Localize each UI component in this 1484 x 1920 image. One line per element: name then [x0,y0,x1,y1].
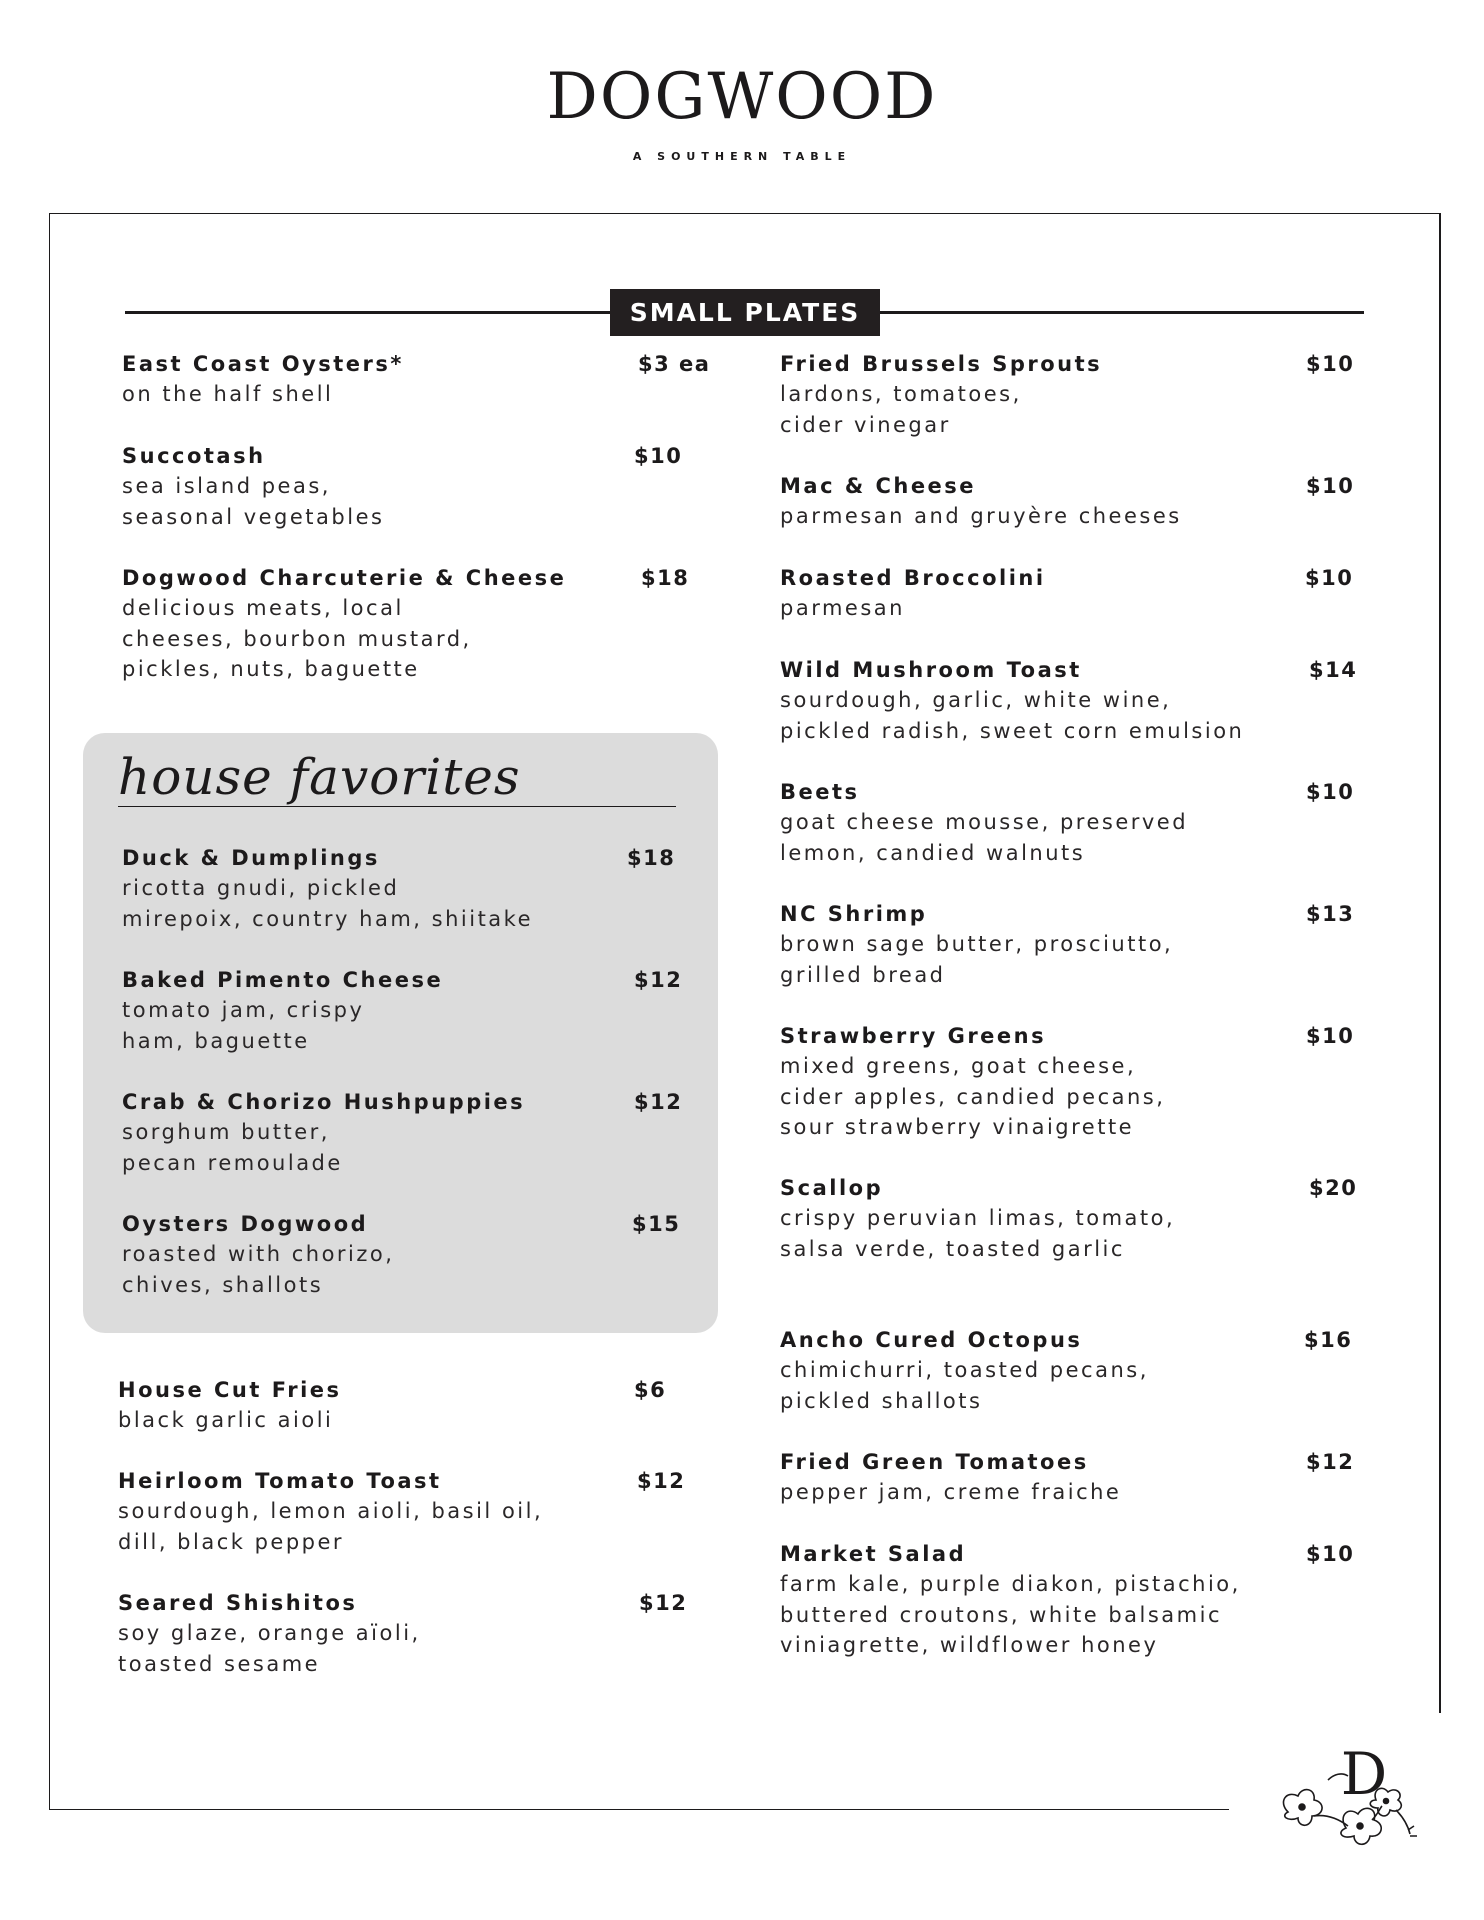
dogwood-flower-logo-icon [1268,1750,1438,1890]
menu-item-price: $10 [1306,1024,1355,1048]
restaurant-tagline: A SOUTHERN TABLE [632,150,852,163]
menu-item-price: $10 [1306,352,1355,376]
menu-item-description [122,995,364,1056]
menu-item-description [780,807,1188,868]
menu-item-name: Succotash [122,444,266,468]
menu-item-description-line: pickles, nuts, baguette [122,657,420,681]
menu-item-name: Roasted Broccolini [780,566,1046,590]
section-rule-right [880,311,1364,314]
menu-item-price: $10 [1306,474,1355,498]
menu-item-description-line: cider apples, candied pecans, [780,1084,1166,1109]
menu-item-description [780,1569,1241,1661]
menu-item-name: Crab & Chorizo Hushpuppies [122,1090,526,1114]
menu-item-price: $12 [634,1090,683,1114]
menu-item-description-line: lardons, tomatoes, [780,382,1022,406]
menu-item-description [780,1051,1165,1143]
menu-item-description [780,1355,1149,1416]
menu-item-price: $10 [1306,780,1355,804]
menu-item-description [780,501,1182,532]
menu-item-description-line: lemon, candied walnuts [780,840,1086,865]
menu-item-price: $12 [1306,1450,1355,1474]
menu-item-name: Scallop [780,1176,884,1200]
menu-item-description-line: sorghum butter, [122,1120,330,1144]
menu-item-description [780,1477,1121,1508]
menu-item-price: $3 ea [638,352,711,376]
menu-item-description-line: cheeses, bourbon mustard, [122,626,472,651]
menu-item-description-line: chives, shallots [122,1272,324,1297]
menu-item-description [780,685,1244,746]
menu-item-price: $16 [1304,1328,1353,1352]
menu-item-price: $10 [1306,1542,1355,1566]
menu-item-price: $18 [641,566,690,590]
menu-item-description-line: sea island peas, [122,474,331,498]
menu-item-price: $10 [1305,566,1354,590]
menu-item-description [118,1405,333,1436]
menu-item-name: Mac & Cheese [780,474,977,498]
menu-item-description-line: pickled shallots [780,1388,983,1413]
menu-item-name: Oysters Dogwood [122,1212,369,1236]
menu-item-description-line: pickled radish, sweet corn emulsion [780,718,1245,743]
menu-item-description-line: black garlic aioli [118,1408,334,1432]
menu-item-description-line: pepper jam, creme fraiche [780,1480,1122,1504]
menu-item-description [780,593,905,624]
menu-item-description-line: mirepoix, country ham, shiitake [122,906,533,931]
menu-item-price: $12 [637,1469,686,1493]
menu-item-description [122,1117,343,1178]
house-favorites-title: house favorites [118,748,521,806]
menu-item-name: Dogwood Charcuterie & Cheese [122,566,567,590]
house-favorites-underline [118,806,676,807]
menu-item-description [118,1496,543,1557]
frame-border-right [1439,213,1441,1713]
menu-item-description-line: sourdough, garlic, white wine, [780,688,1172,712]
menu-item-price: $14 [1309,658,1358,682]
menu-item-description [122,1239,394,1300]
menu-item-description [122,593,472,685]
menu-item-description-line: roasted with chorizo, [122,1242,395,1266]
menu-item-description-line: pecan remoulade [122,1150,343,1175]
menu-item-description-line: goat cheese mousse, preserved [780,810,1189,834]
menu-item-description-line: sourdough, lemon aioli, basil oil, [118,1499,544,1523]
restaurant-name: DOGWOOD [546,60,938,134]
menu-item-description-line: dill, black pepper [118,1529,345,1554]
menu-item-description [122,471,384,532]
menu-item-description [122,873,533,934]
menu-item-description-line: farm kale, purple diakon, pistachio, [780,1572,1241,1596]
menu-item-price: $12 [639,1591,688,1615]
frame-border-bottom [49,1809,1229,1810]
menu-item-name: NC Shrimp [780,902,928,926]
menu-item-price: $20 [1309,1176,1358,1200]
menu-item-name: Duck & Dumplings [122,846,380,870]
menu-item-description-line: ham, baguette [122,1028,310,1053]
menu-item-description-line: parmesan and gruyère cheeses [780,504,1182,528]
menu-item-description-line: soy glaze, orange aïoli, [118,1621,421,1645]
section-rule-left [125,311,610,314]
menu-item-description [118,1618,421,1679]
menu-item-description-line: tomato jam, crispy [122,998,365,1022]
menu-item-price: $18 [627,846,676,870]
logo-letter: D [1340,1750,1388,1808]
menu-item-price: $13 [1306,902,1355,926]
menu-item-price: $15 [632,1212,681,1236]
menu-item-description-line: chimichurri, toasted pecans, [780,1358,1149,1382]
menu-item-price: $6 [634,1378,667,1402]
menu-item-description [780,929,1173,990]
menu-item-name: Seared Shishitos [118,1591,358,1615]
menu-item-description [780,379,1022,440]
menu-item-description-line: sour strawberry vinaigrette [780,1115,1135,1139]
menu-item-description [780,1203,1175,1264]
menu-item-name: Ancho Cured Octopus [780,1328,1083,1352]
menu-item-description-line: grilled bread [780,962,946,987]
menu-item-name: Baked Pimento Cheese [122,968,444,992]
menu-item-name: House Cut Fries [118,1378,342,1402]
section-title: SMALL PLATES [610,289,880,336]
menu-item-description-line: parmesan [780,596,905,620]
menu-item-description-line: delicious meats, local [122,596,404,620]
menu-item-description-line: viniagrette, wildflower honey [780,1633,1159,1657]
menu-item-description-line: toasted sesame [118,1651,321,1676]
menu-item-description-line: buttered croutons, white balsamic [780,1602,1223,1627]
menu-item-name: Fried Brussels Sprouts [780,352,1103,376]
menu-item-price: $10 [634,444,683,468]
menu-item-price: $12 [634,968,683,992]
menu-item-description-line: crispy peruvian limas, tomato, [780,1206,1176,1230]
menu-item-description-line: ricotta gnudi, pickled [122,876,400,900]
menu-item-name: Market Salad [780,1542,967,1566]
frame-border-left [49,213,50,1810]
menu-item-description-line: cider vinegar [780,412,951,437]
menu-item-name: Wild Mushroom Toast [780,658,1082,682]
menu-item-description [122,379,333,410]
menu-item-name: Beets [780,780,860,804]
menu-item-name: Heirloom Tomato Toast [118,1469,442,1493]
menu-item-description-line: salsa verde, toasted garlic [780,1236,1125,1261]
menu-item-name: Strawberry Greens [780,1024,1047,1048]
menu-item-description-line: on the half shell [122,382,334,406]
menu-item-name: East Coast Oysters* [122,352,404,376]
menu-item-description-line: mixed greens, goat cheese, [780,1054,1137,1078]
menu-item-description-line: seasonal vegetables [122,504,385,529]
menu-item-name: Fried Green Tomatoes [780,1450,1089,1474]
frame-border-top [49,213,1440,214]
menu-item-description-line: brown sage butter, prosciutto, [780,932,1174,956]
